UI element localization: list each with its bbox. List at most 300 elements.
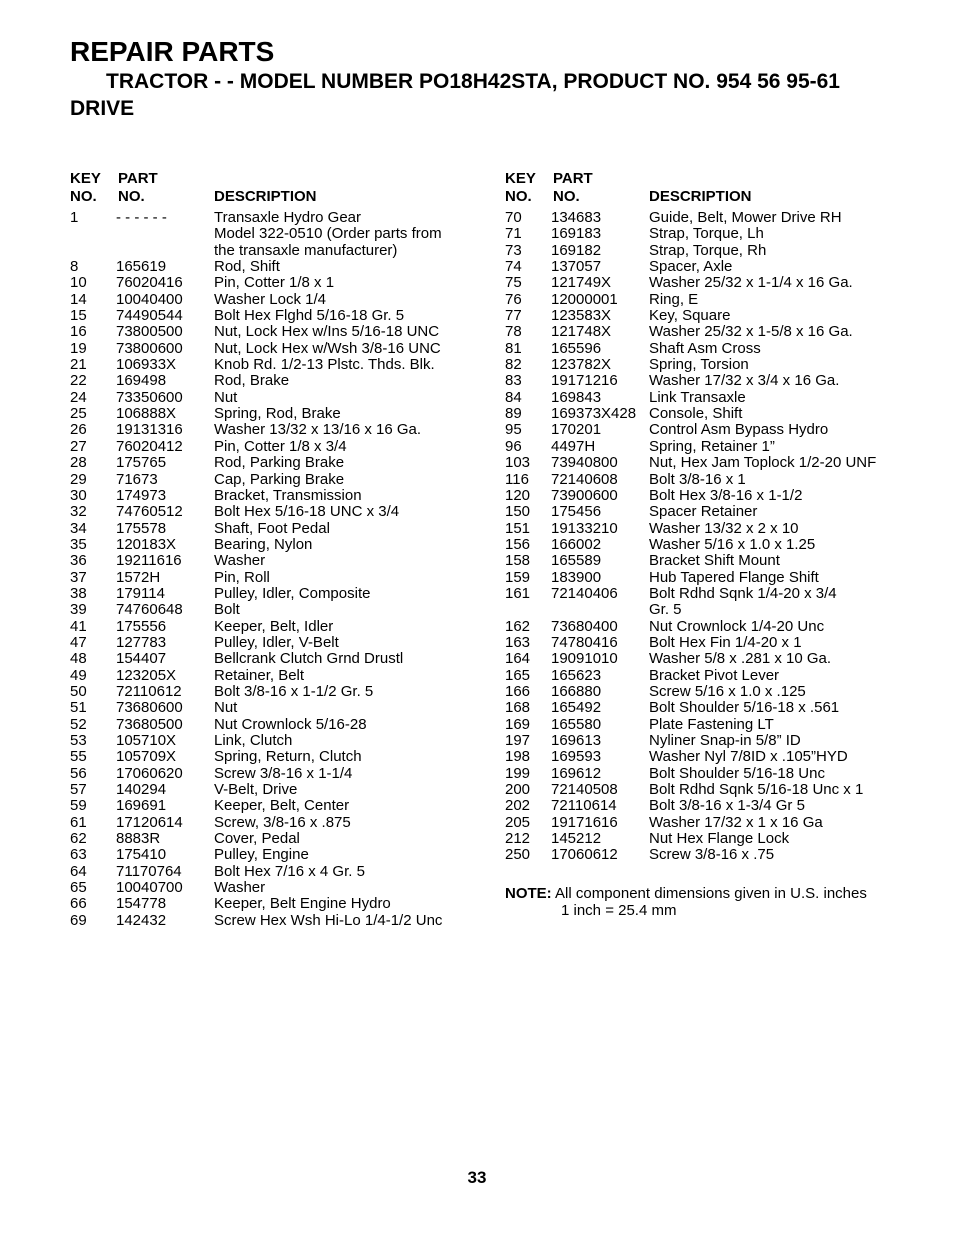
key-number: 81: [505, 339, 522, 357]
part-description: Bolt Shoulder 5/16-18 Unc: [649, 764, 825, 782]
part-description: Key, Square: [649, 307, 731, 325]
key-number: 158: [505, 552, 531, 570]
part-description: Pulley, Idler, Composite: [214, 584, 371, 602]
part-number: 19171216: [551, 372, 618, 390]
key-number: 48: [70, 650, 87, 668]
part-number: 165580: [551, 715, 602, 733]
table-row: [505, 472, 925, 488]
table-row: [505, 259, 925, 275]
part-description: Cap, Parking Brake: [214, 470, 345, 488]
key-number: 95: [505, 421, 522, 439]
table-row: [505, 717, 925, 733]
part-description: Washer Lock 1/4: [214, 290, 326, 308]
key-number: 62: [70, 830, 87, 848]
part-number: 169593: [551, 748, 602, 766]
part-number: 154778: [116, 895, 167, 913]
key-number: 84: [505, 388, 522, 406]
part-number: 169843: [551, 388, 602, 406]
dimension-note: [505, 886, 867, 919]
table-row: [70, 341, 490, 357]
key-number: 162: [505, 617, 531, 635]
table-row: [70, 390, 490, 406]
part-number: 183900: [551, 568, 602, 586]
part-number: 121748X: [551, 323, 612, 341]
key-number: 22: [70, 372, 87, 390]
table-row: [70, 913, 490, 929]
table-row: [70, 782, 490, 798]
key-number: 151: [505, 519, 531, 537]
part-description: Nyliner Snap-in 5/8” ID: [649, 732, 801, 749]
part-number: 165589: [551, 552, 602, 570]
table-row: [70, 406, 490, 422]
table-row: [505, 373, 925, 389]
part-description: Screw 3/8-16 x 1-1/4: [214, 764, 353, 782]
table-row: [70, 602, 490, 618]
part-number: 19171616: [551, 813, 618, 831]
key-no-header: KEY NO.: [70, 170, 101, 205]
table-row: [505, 537, 925, 553]
part-description: Retainer, Belt: [214, 666, 305, 684]
part-description: Pulley, Idler, V-Belt: [214, 633, 339, 651]
key-number: 8: [70, 258, 79, 276]
part-number: 106888X: [116, 405, 177, 423]
part-description: Link, Clutch: [214, 732, 293, 749]
key-number: 161: [505, 584, 531, 602]
part-description: Bracket Shift Mount: [649, 552, 780, 570]
table-row: [70, 275, 490, 291]
part-description: Bolt 3/8-16 x 1-3/4 Gr 5: [649, 797, 805, 815]
key-number: 24: [70, 388, 87, 406]
key-number: 61: [70, 813, 87, 831]
part-description: Washer 5/16 x 1.0 x 1.25: [649, 535, 816, 553]
table-row: [505, 700, 925, 716]
table-row: [70, 455, 490, 471]
table-row: [70, 635, 490, 651]
key-number: 76: [505, 290, 522, 308]
table-row: [505, 847, 925, 863]
part-number: 175556: [116, 617, 167, 635]
key-number: 70: [505, 209, 522, 226]
part-number: 123583X: [551, 307, 612, 325]
part-number: 73940800: [551, 454, 618, 472]
part-number: 4497H: [551, 437, 596, 455]
part-number: 73350600: [116, 388, 183, 406]
note-line-2: 1 inch = 25.4 mm: [561, 901, 677, 919]
part-number: 74760648: [116, 601, 183, 619]
key-number: 116: [505, 470, 529, 488]
key-no-header: KEY NO.: [505, 170, 536, 205]
table-row: [70, 815, 490, 831]
part-description: Washer 25/32 x 1-1/4 x 16 Ga.: [649, 274, 853, 292]
key-number: 96: [505, 437, 522, 455]
table-row: [70, 504, 490, 520]
key-number: 169: [505, 715, 531, 733]
key-number: 150: [505, 503, 531, 521]
key-number: 36: [70, 552, 87, 570]
key-number: 75: [505, 274, 522, 292]
part-number: 8883R: [116, 830, 161, 848]
table-header-right: [505, 170, 925, 206]
table-row: [505, 422, 925, 438]
part-number: 72140406: [551, 584, 618, 602]
part-description: Transaxle Hydro Gear: [214, 209, 361, 226]
part-description: Bearing, Nylon: [214, 535, 313, 553]
part-description: Spring, Rod, Brake: [214, 405, 341, 423]
table-row: [70, 668, 490, 684]
table-row: [70, 749, 490, 765]
part-number: 166880: [551, 682, 602, 700]
part-description: Rod, Parking Brake: [214, 454, 345, 472]
table-row: [505, 504, 925, 520]
key-number: 164: [505, 650, 531, 668]
key-number: 26: [70, 421, 87, 439]
table-row: [505, 684, 925, 700]
table-row: [505, 586, 925, 619]
key-number: 69: [70, 911, 87, 929]
part-number: 106933X: [116, 356, 177, 374]
part-number: 76020412: [116, 437, 183, 455]
key-number: 59: [70, 797, 87, 815]
key-number: 10: [70, 274, 87, 292]
table-row: [505, 635, 925, 651]
part-number: 169183: [551, 225, 602, 243]
part-no-header: PART NO.: [553, 170, 593, 205]
part-description: Spacer Retainer: [649, 503, 758, 521]
part-number: 134683: [551, 209, 602, 226]
part-number: - - - - - -: [116, 209, 167, 226]
part-description: Pin, Cotter 1/8 x 1: [214, 274, 335, 292]
part-description: Nut, Lock Hex w/Wsh 3/8-16 UNC: [214, 339, 441, 357]
key-number: 50: [70, 682, 87, 700]
table-row: [70, 521, 490, 537]
part-number: 169691: [116, 797, 167, 815]
table-row: [505, 766, 925, 782]
part-number: 74490544: [116, 307, 183, 325]
part-description: Spring, Retainer 1”: [649, 437, 775, 455]
part-number: 73680600: [116, 699, 183, 717]
key-number: 35: [70, 535, 87, 553]
table-row: [505, 243, 925, 259]
rows-right: [505, 210, 925, 864]
part-number: 169612: [551, 764, 602, 782]
key-number: 78: [505, 323, 522, 341]
part-description: Strap, Torque, Lh: [649, 225, 764, 243]
part-description: Rod, Shift: [214, 258, 280, 276]
table-row: [505, 455, 925, 471]
part-number: 73900600: [551, 486, 618, 504]
key-number: 55: [70, 748, 87, 766]
page-subtitle: TRACTOR - - MODEL NUMBER PO18H42STA, PRODUCT NO. 954 56 95-61: [106, 70, 840, 93]
key-number: 159: [505, 568, 531, 586]
part-number: 145212: [551, 830, 602, 848]
key-number: 57: [70, 781, 87, 799]
key-number: 212: [505, 830, 531, 848]
part-number: 154407: [116, 650, 167, 668]
key-number: 120: [505, 486, 531, 504]
part-description: Bolt Shoulder 5/16-18 x .561: [649, 699, 840, 717]
part-description: Bolt Hex Flghd 5/16-18 Gr. 5: [214, 307, 405, 325]
part-description: Keeper, Belt, Center: [214, 797, 350, 815]
key-number: 163: [505, 633, 531, 651]
table-row: [70, 488, 490, 504]
part-number: 10040400: [116, 290, 183, 308]
table-row: [70, 700, 490, 716]
part-number: 175410: [116, 846, 167, 864]
description-header: DESCRIPTION: [214, 188, 317, 205]
key-number: 1: [70, 209, 79, 226]
key-number: 197: [505, 732, 531, 749]
key-number: 200: [505, 781, 531, 799]
table-row: [70, 537, 490, 553]
key-number: 41: [70, 617, 87, 635]
key-number: 82: [505, 356, 522, 374]
part-description: Washer 25/32 x 1-5/8 x 16 Ga.: [649, 323, 853, 341]
table-row: [505, 815, 925, 831]
key-number: 39: [70, 601, 87, 619]
note-label: NOTE:: [505, 885, 552, 902]
key-number: 25: [70, 405, 87, 423]
table-row: [505, 668, 925, 684]
part-description: Bellcrank Clutch Grnd Drustl: [214, 650, 404, 668]
part-description: Screw 3/8-16 x .75: [649, 846, 775, 864]
key-number: 19: [70, 339, 87, 357]
table-row: [505, 570, 925, 586]
table-row: [505, 406, 925, 422]
part-description: Keeper, Belt Engine Hydro: [214, 895, 391, 913]
key-number: 202: [505, 797, 531, 815]
part-description: Spring, Torsion: [649, 356, 749, 374]
key-number: 83: [505, 372, 522, 390]
table-row: [505, 439, 925, 455]
part-description: Shaft Asm Cross: [649, 339, 761, 357]
part-description: the transaxle manufacturer): [214, 241, 398, 259]
table-row: [70, 619, 490, 635]
key-number: 30: [70, 486, 87, 504]
part-description: Hub Tapered Flange Shift: [649, 568, 819, 586]
table-row: [70, 570, 490, 586]
part-number: 165623: [551, 666, 602, 684]
table-row: [70, 357, 490, 373]
part-description: Nut: [214, 699, 238, 717]
part-number: 72110614: [551, 797, 617, 815]
key-number: 14: [70, 290, 87, 308]
key-number: 27: [70, 437, 87, 455]
part-number: 137057: [551, 258, 602, 276]
key-number: 34: [70, 519, 87, 537]
part-number: 72140508: [551, 781, 618, 799]
part-number: 165596: [551, 339, 602, 357]
table-row: [505, 357, 925, 373]
key-number: 32: [70, 503, 87, 521]
part-number: 72140608: [551, 470, 618, 488]
part-description: Strap, Torque, Rh: [649, 241, 767, 259]
table-row: [70, 798, 490, 814]
part-number: 10040700: [116, 879, 183, 897]
part-number: 76020416: [116, 274, 183, 292]
table-row: [505, 292, 925, 308]
part-description: Washer 17/32 x 1 x 16 Ga: [649, 813, 823, 831]
part-description: Guide, Belt, Mower Drive RH: [649, 209, 842, 226]
part-description: Knob Rd. 1/2-13 Plstc. Thds. Blk.: [214, 356, 435, 374]
part-description: Console, Shift: [649, 405, 743, 423]
key-number: 51: [70, 699, 87, 717]
part-number: 170201: [551, 421, 602, 439]
key-number: 29: [70, 470, 87, 488]
part-number: 169613: [551, 732, 602, 749]
key-number: 64: [70, 862, 87, 880]
key-number: 166: [505, 682, 531, 700]
note-line-1: All component dimensions given in U.S. inches: [555, 885, 867, 902]
part-number: 121749X: [551, 274, 612, 292]
key-number: 15: [70, 307, 87, 325]
part-description: Bracket Pivot Lever: [649, 666, 780, 684]
part-number: 127783: [116, 633, 167, 651]
part-number: 17060612: [551, 846, 618, 864]
part-description: Ring, E: [649, 290, 699, 308]
table-row: [70, 847, 490, 863]
part-number: 123205X: [116, 666, 177, 684]
part-number: 17120614: [116, 813, 183, 831]
part-number: 105710X: [116, 732, 177, 749]
table-row: [505, 749, 925, 765]
key-number: 205: [505, 813, 531, 831]
part-description: Nut, Hex Jam Toplock 1/2-20 UNF: [649, 454, 877, 472]
key-number: 52: [70, 715, 87, 733]
part-description: Bolt Hex 5/16-18 UNC x 3/4: [214, 503, 400, 521]
part-description: Spacer, Axle: [649, 258, 733, 276]
part-number: 169182: [551, 241, 602, 259]
table-row: [70, 831, 490, 847]
part-description: Shaft, Foot Pedal: [214, 519, 330, 537]
part-number: 142432: [116, 911, 167, 929]
table-row: [505, 798, 925, 814]
part-number: 73800600: [116, 339, 183, 357]
key-number: 71: [505, 225, 522, 243]
page-number: 33: [467, 1168, 487, 1187]
table-row: [505, 324, 925, 340]
part-description: Model 322-0510 (Order parts from: [214, 225, 442, 243]
part-description: Bolt Rdhd Sqnk 5/16-18 Unc x 1: [649, 781, 864, 799]
part-description: Bolt 3/8-16 x 1-1/2 Gr. 5: [214, 682, 374, 700]
table-row: [70, 422, 490, 438]
key-number: 77: [505, 307, 522, 325]
part-number: 74760512: [116, 503, 183, 521]
key-number: 37: [70, 568, 87, 586]
part-description: Nut Crownlock 1/4-20 Unc: [649, 617, 825, 635]
table-row: [70, 896, 490, 912]
part-description: Bolt Hex 3/8-16 x 1-1/2: [649, 486, 803, 504]
part-number: 73800500: [116, 323, 183, 341]
part-number: 165492: [551, 699, 602, 717]
part-description: Bolt Hex 7/16 x 4 Gr. 5: [214, 862, 365, 880]
part-number: 72110612: [116, 682, 182, 700]
key-number: 47: [70, 633, 87, 651]
table-row: [505, 341, 925, 357]
table-row: [70, 864, 490, 880]
table-row: [70, 324, 490, 340]
part-number: 169373X428: [551, 405, 637, 423]
part-description: Rod, Brake: [214, 372, 290, 390]
part-number: 165619: [116, 258, 167, 276]
table-row: [505, 521, 925, 537]
key-number: 28: [70, 454, 87, 472]
table-row: [505, 488, 925, 504]
part-description: Nut Crownlock 5/16-28: [214, 715, 367, 733]
part-description: Spring, Return, Clutch: [214, 748, 362, 766]
part-number: 175765: [116, 454, 167, 472]
part-number: 175456: [551, 503, 602, 521]
table-row: [70, 684, 490, 700]
table-row: [505, 226, 925, 242]
key-number: 199: [505, 764, 531, 782]
key-number: 49: [70, 666, 87, 684]
part-description: Gr. 5: [649, 601, 682, 619]
part-number: 179114: [116, 584, 165, 602]
part-number: 169498: [116, 372, 167, 390]
key-number: 250: [505, 846, 531, 864]
table-row: [505, 733, 925, 749]
key-number: 168: [505, 699, 531, 717]
part-description: Screw, 3/8-16 x .875: [214, 813, 351, 831]
part-description: Bracket, Transmission: [214, 486, 362, 504]
part-number: 19091010: [551, 650, 618, 668]
part-description: Screw Hex Wsh Hi-Lo 1/4-1/2 Unc: [214, 911, 443, 929]
table-row: [70, 259, 490, 275]
key-number: 73: [505, 241, 522, 259]
rows-left: [70, 210, 490, 929]
key-number: 165: [505, 666, 531, 684]
table-row: [70, 766, 490, 782]
key-number: 66: [70, 895, 87, 913]
part-number: 19133210: [551, 519, 618, 537]
part-description: Nut, Lock Hex w/Ins 5/16-18 UNC: [214, 323, 440, 341]
key-number: 198: [505, 748, 531, 766]
part-number: 120183X: [116, 535, 177, 553]
key-number: 65: [70, 879, 87, 897]
part-number: 71170764: [116, 862, 182, 880]
key-number: 38: [70, 584, 87, 602]
part-number: 140294: [116, 781, 167, 799]
part-number: 166002: [551, 535, 602, 553]
part-number: 175578: [116, 519, 167, 537]
part-description: Washer 5/8 x .281 x 10 Ga.: [649, 650, 832, 668]
part-number: 123782X: [551, 356, 612, 374]
part-description: Washer 13/32 x 13/16 x 16 Ga.: [214, 421, 422, 439]
key-number: 56: [70, 764, 87, 782]
part-number: 174973: [116, 486, 167, 504]
table-row: [70, 472, 490, 488]
part-description: Washer: [214, 879, 266, 897]
table-row: [70, 586, 490, 602]
part-description: Control Asm Bypass Hydro: [649, 421, 829, 439]
table-row: [505, 553, 925, 569]
part-number: 19131316: [116, 421, 183, 439]
parts-table-left: [70, 170, 490, 929]
part-description: Plate Fastening LT: [649, 715, 774, 733]
table-row: [70, 308, 490, 324]
part-number: 73680400: [551, 617, 618, 635]
part-number: 73680500: [116, 715, 183, 733]
key-number: 89: [505, 405, 522, 423]
table-row: [505, 308, 925, 324]
table-row: [505, 275, 925, 291]
table-row: [70, 439, 490, 455]
table-header-left: [70, 170, 490, 206]
part-description: Washer 13/32 x 2 x 10: [649, 519, 799, 537]
part-number: 19211616: [116, 552, 182, 570]
key-number: 156: [505, 535, 531, 553]
part-description: Washer 17/32 x 3/4 x 16 Ga.: [649, 372, 840, 390]
